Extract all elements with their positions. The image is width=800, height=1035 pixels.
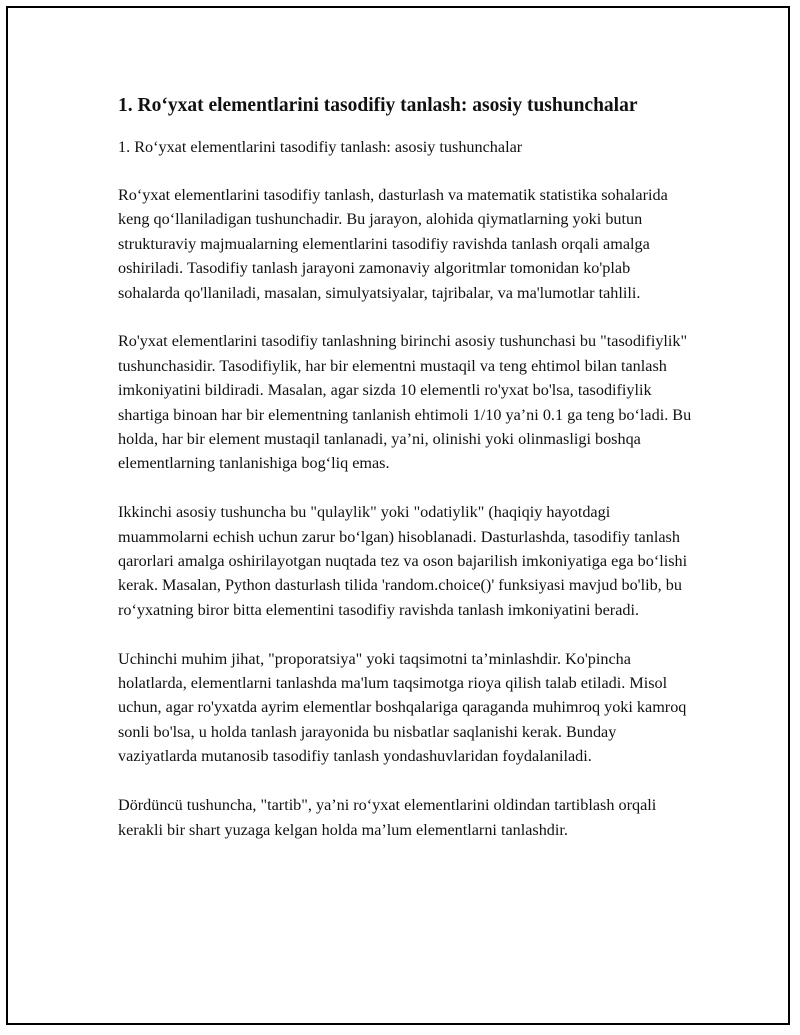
document-body	[118, 92, 693, 866]
paragraph-order: Dördüncü tushuncha, "tartib", ya’ni ro‘yxat elementlarini oldindan tartiblash orqali kerakli bir shart yuzaga kelgan holda ma’lum elementlarni tanlashdir.	[118, 796, 657, 839]
paragraph-convenience: Ikkinchi asosiy tushuncha bu "qulaylik" yoki "odatiylik" (haqiqiy hayotdagi muammolarni echish uchun zarur bo‘lgan) hisoblanadi. Dasturlashda, tasodifiy tanlash qarorlari amalga oshirilayotgan nuqtada tez va oson bajarilish imkoniyatiga ega bo‘lishi kerak. Masalan, Python dasturlash tilida 'random.choice()' funksiyasi mavjud bo'lib, bu ro‘yxatning biror bitta elementini tasodifiy ravishda tanlash imkoniyatini beradi.	[118, 503, 688, 619]
paragraph-proportion: Uchinchi muhim jihat, "proporatsiya" yoki taqsimotni ta’minlashdir. Ko'pincha holatlarda, elementlarni tanlashda ma'lum taqsimotga rioya qilish talab etiladi. Misol uchun, agar ro'yxatda ayrim elementlar boshqalariga qaraganda muhimroq yoki kamroq sonli bo'lsa, u holda tanlash jarayonida bu nisbatlar saqlanishi kerak. Bunday vaziyatlarda mutanosib tasodifiy tanlash yondashuvlaridan foydalaniladi.	[118, 649, 687, 766]
document-subtitle: 1. Ro‘yxat elementlarini tasodifiy tanlash: asosiy tushunchalar	[118, 138, 523, 156]
document-title: 1. Ro‘yxat elementlarini tasodifiy tanlash: asosiy tushunchalar	[118, 95, 638, 116]
paragraph-randomness: Ro'yxat elementlarini tasodifiy tanlashning birinchi asosiy tushunchasi bu "tasodifiylik" tushunchasidir. Tasodifiylik, har bir elementni mustaqil va teng ehtimol bilan tanlash imkoniyatini bildiradi. Masalan, agar sizda 10 elementli ro'yxat bo'lsa, tasodifiylik shartiga binoan har bir elementning tanlanish ehtimoli 1/10 ya’ni 0.1 ga teng bo‘ladi. Bu holda, har bir element mustaqil tanlanadi, ya’ni, olinishi yoki olinmasligi boshqa elementlarning tanlanishiga bog‘liq emas.	[118, 332, 692, 473]
paragraph-intro: Ro‘yxat elementlarini tasodifiy tanlash, dasturlash va matematik statistika sohalarida keng qo‘llaniladigan tushunchadir. Bu jarayon, alohida qiymatlarning yoki butun strukturaviy majmualarning elementlarini tasodifiy ravishda tanlash orqali amalga oshiriladi. Tasodifiy tanlash jarayoni zamonaviy algoritmlar tomonidan ko'plab sohalarda qo'llaniladi, masalan, simulyatsiyalar, tajribalar, va ma'lumotlar tahlili.	[118, 186, 668, 302]
